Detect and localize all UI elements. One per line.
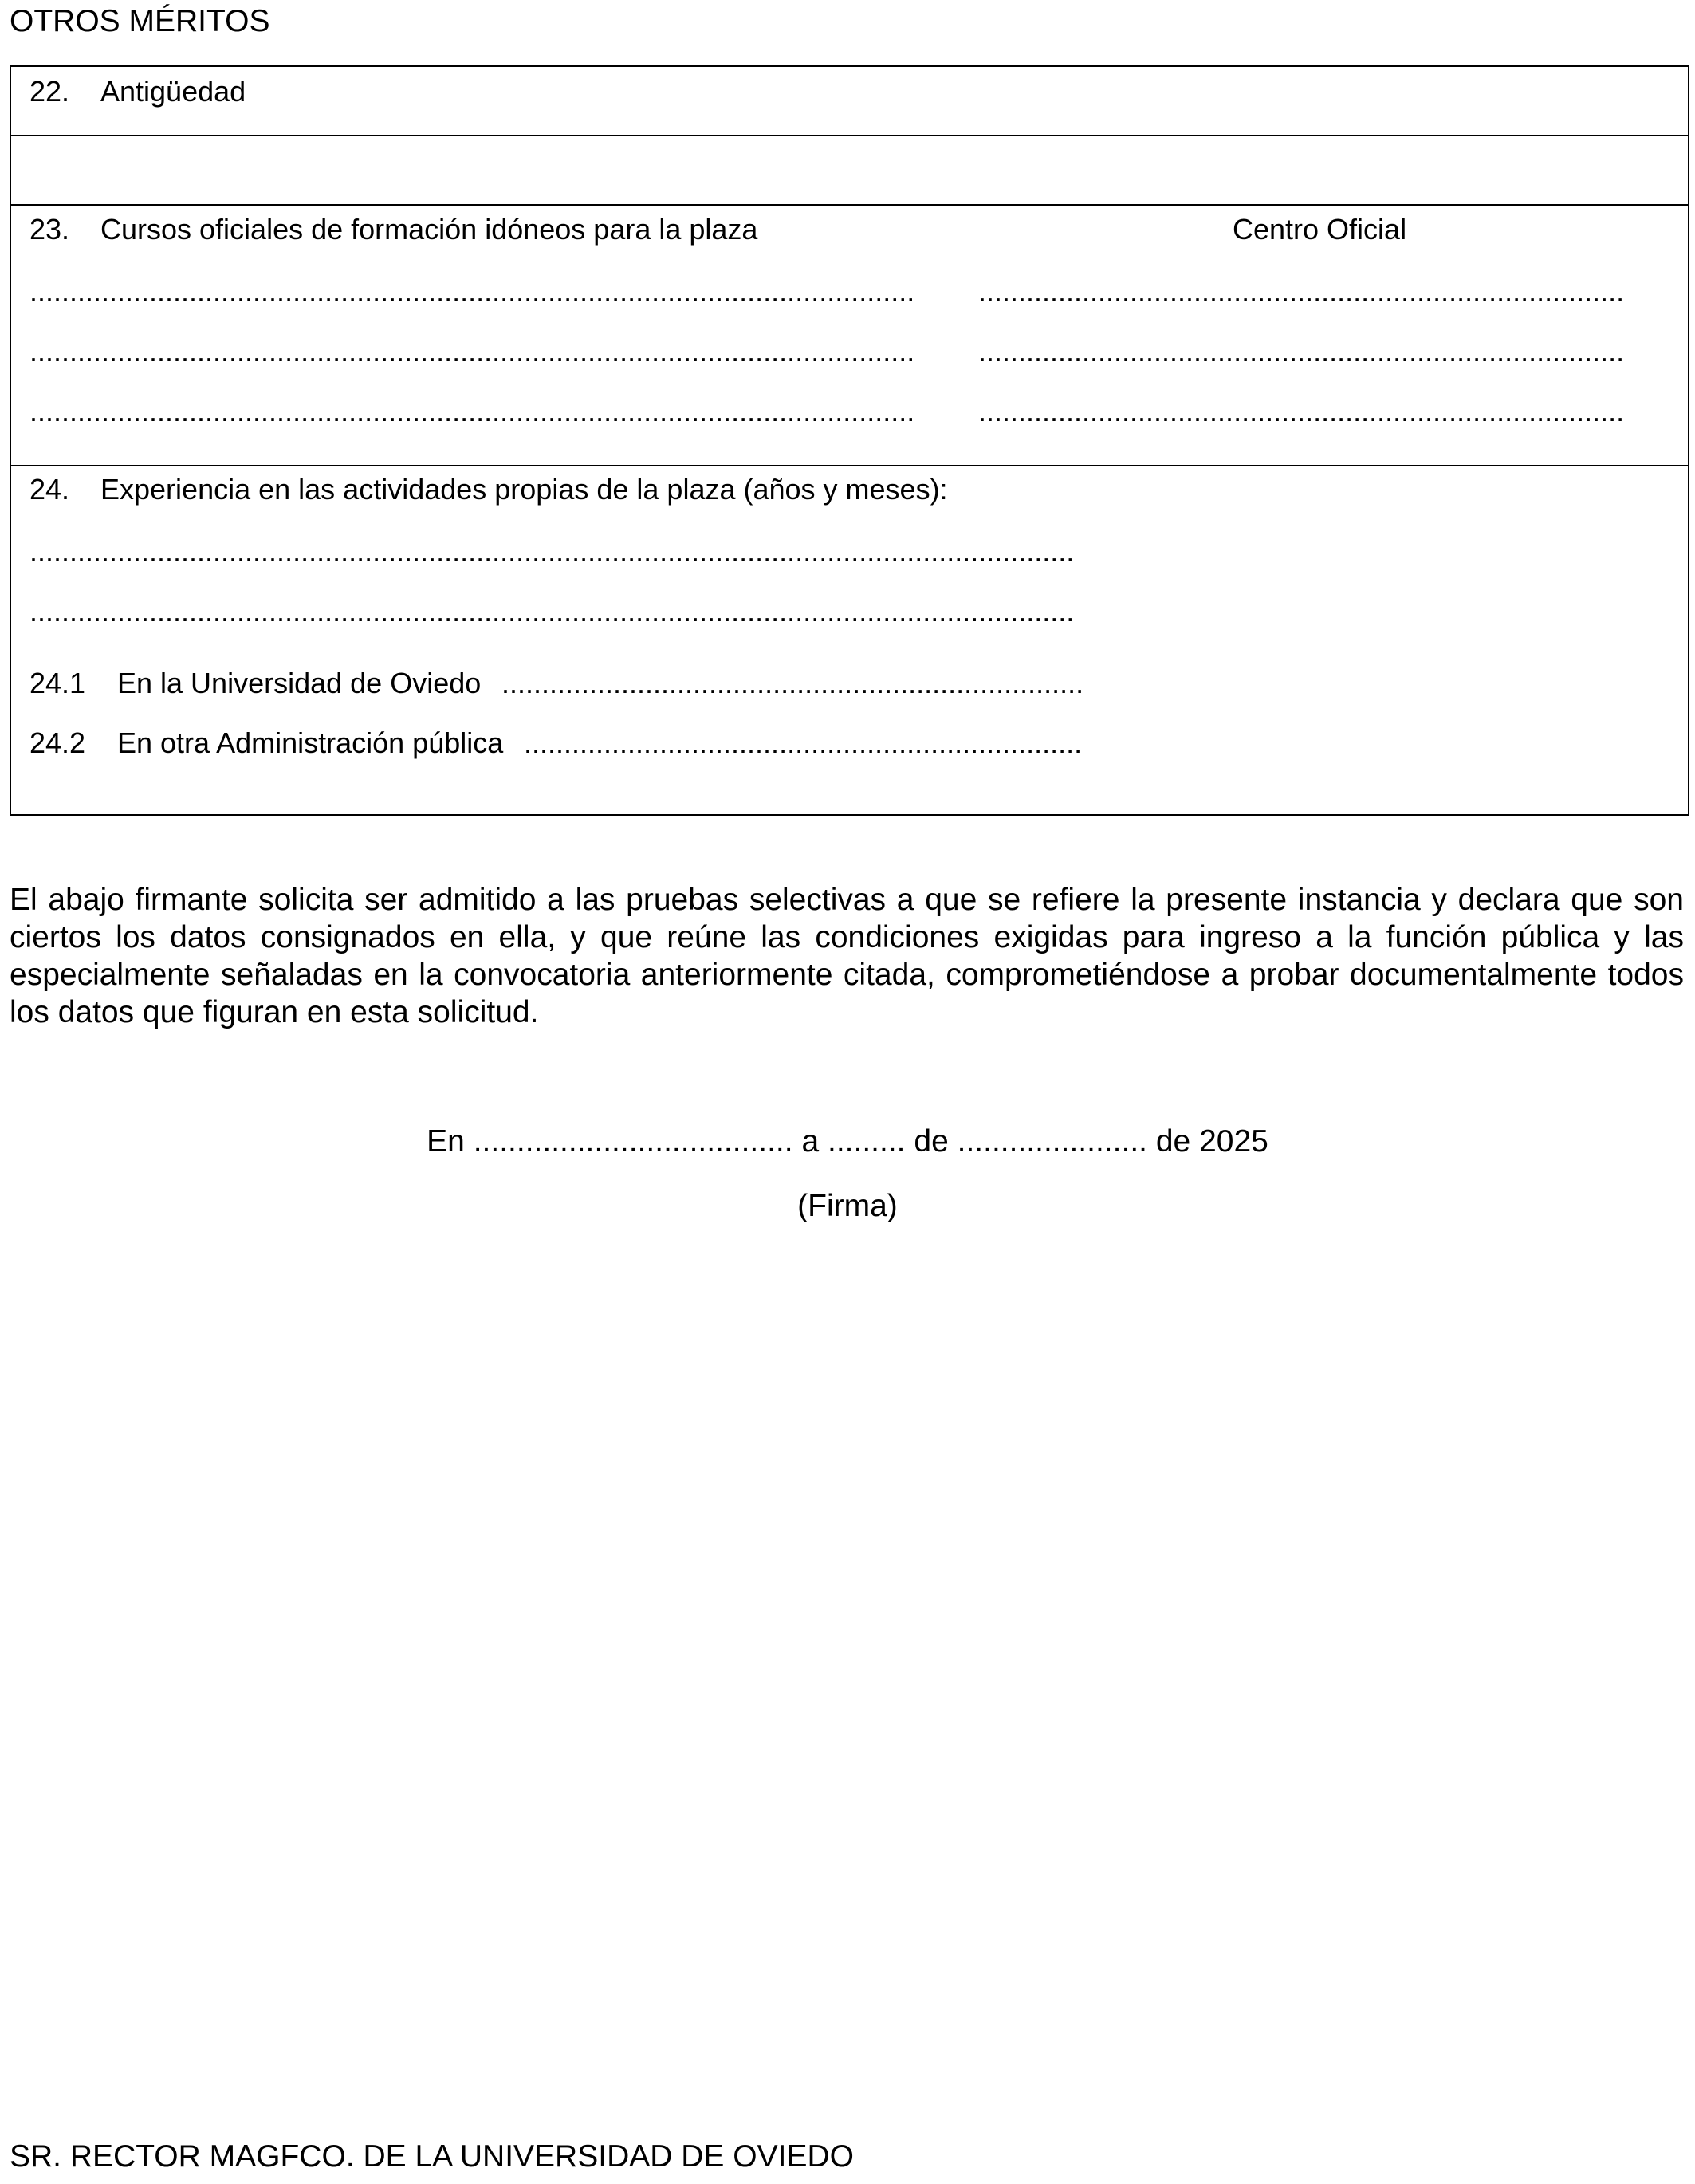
item-24-number: 24. (29, 473, 70, 506)
item-24-2-number: 24.2 (29, 726, 86, 759)
addressee: SR. RECTOR MAGFCO. DE LA UNIVERSIDAD DE OVIEDO (10, 2139, 854, 2174)
seniority-entry-area[interactable] (11, 136, 1688, 204)
item-22-number: 22. (29, 75, 70, 108)
date-de: de (914, 1124, 949, 1159)
center-blank-line[interactable]: ................................................................................. (978, 395, 1625, 427)
course-blank-line[interactable]: ............................................................................................................... (29, 335, 915, 368)
center-blank-line[interactable]: ................................................................................. (978, 335, 1625, 368)
course-blank-line[interactable]: ............................................................................................................... (29, 275, 915, 308)
date-year: 2025 (1199, 1124, 1268, 1159)
experience-blank-line[interactable]: ................................................................................................................................... (29, 595, 1075, 628)
month-blank[interactable]: ...................... (957, 1124, 1147, 1159)
section-title: OTROS MÉRITOS (10, 4, 270, 38)
experience-blank-line[interactable]: ................................................................................................................................... (29, 535, 1075, 568)
item-23-column-centro-oficial: Centro Oficial (1233, 213, 1407, 246)
item-23-label: Cursos oficiales de formación idóneos para la plaza (100, 213, 758, 246)
date-line (0, 1122, 1695, 1162)
item-24-1-label: En la Universidad de Oviedo (117, 667, 482, 699)
declaration-paragraph: El abajo firmante solicita ser admitido a las pruebas selectivas a que se refiere la presente instancia y declara que son ciertos los datos consignados en ella, y que reúne las condiciones exigidas para ingreso a la función pública y las especialmente señaladas en la convocatoria anteriormente citada, comprometiéndose a probar documentalmente todos los datos que figuran en esta solicitud. (10, 883, 1684, 1029)
merits-form-table (10, 65, 1689, 816)
item-24-1-number: 24.1 (29, 667, 86, 699)
other-administration-experience-blank[interactable]: ...................................................................... (524, 726, 1083, 759)
university-experience-blank[interactable]: ......................................................................... (501, 667, 1084, 699)
item-22-label: Antigüedad (100, 75, 246, 108)
item-23-number: 23. (29, 213, 70, 246)
center-blank-line[interactable]: ................................................................................. (978, 275, 1625, 308)
item-24-label: Experiencia en las actividades propias de la plaza (años y meses): (100, 473, 948, 506)
row-divider (11, 465, 1688, 466)
date-a: a (801, 1124, 820, 1159)
item-24-2-label: En otra Administración pública (117, 726, 504, 759)
course-blank-line[interactable]: ............................................................................................................... (29, 395, 915, 427)
date-en: En (427, 1124, 465, 1159)
day-blank[interactable]: ......... (828, 1124, 906, 1159)
place-blank[interactable]: ..................................... (473, 1124, 793, 1159)
signature-label: (Firma) (797, 1189, 898, 1223)
row-divider (11, 204, 1688, 206)
date-de: de (1155, 1124, 1191, 1159)
